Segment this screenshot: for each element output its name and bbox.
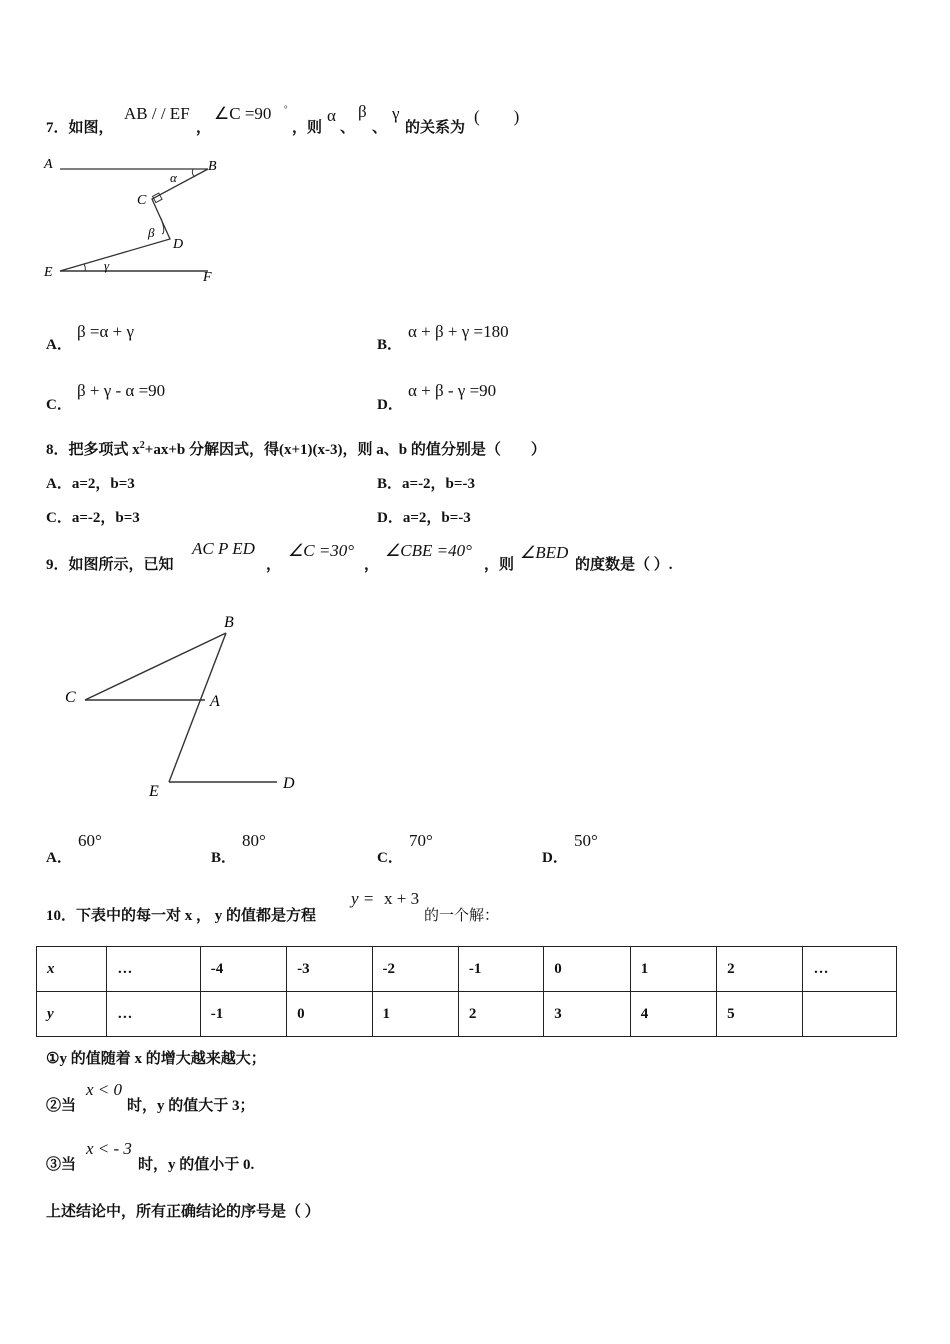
table-cell: 1 [630,947,716,992]
q8-option-a [46,472,135,493]
table-cell: -4 [200,947,286,992]
label-c: C [65,689,76,706]
table-cell: 2 [717,947,803,992]
q7-beta: β [358,102,367,121]
q8-stem [46,438,546,459]
q8-option-d-label: D． [377,510,403,526]
table-cell: 2 [458,992,543,1037]
q10-statement-2-pre: ②当 [46,1098,77,1114]
q7-option-b-expr: α + β + γ =180 [408,322,509,341]
q7-ask: 的关系为 [405,120,466,136]
q9-comma2: ， [364,557,380,573]
label-a: A [44,157,53,172]
q8-stem-pre: 8．把多项式 x [46,442,140,458]
q7-alpha: α [327,106,336,125]
q8-option-b [377,472,475,493]
q7-option-d-label: D． [377,397,403,413]
q7-option-c-expr: β + γ - α =90 [77,381,166,400]
table-row-y [37,992,897,1037]
label-f: F [203,270,212,285]
table-cell: 0 [287,992,372,1037]
q10-stem-post: 的一个解： [424,908,500,924]
q9-comma1: ， [266,557,282,573]
q8-exponent: 2 [139,440,145,451]
q7-sep2: 、 [372,120,388,136]
q9-option-d-label: D． [542,850,568,866]
q9-option-b-value: 80° [242,831,266,850]
q10-statement-2-cond: x < 0 [86,1080,123,1099]
table-cell: 5 [717,992,803,1037]
q7-parallel-condition: AB / / EF [124,104,190,123]
table-cell: -3 [287,947,372,992]
table-cell: y [37,992,107,1037]
q10-value-table [36,946,897,1037]
label-c: C [137,193,147,208]
q7-option-c-label: C． [46,397,72,413]
q7-sep1: 、 [340,120,356,136]
q9-parallel-condition: AC P ED [192,539,255,558]
q7-option-b-label: B． [377,337,403,353]
q9-stem-pre: 9．如图所示，已知 [46,557,174,573]
label-b: B [208,159,217,174]
label-gamma: γ [104,258,110,273]
q7-figure [40,150,230,290]
label-b: B [224,614,234,631]
table-cell: -1 [458,947,543,992]
table-cell: 1 [372,992,458,1037]
q10-statement-1: ①y 的值随着 x 的增大越来越大； [46,1051,266,1067]
q9-option-c-label: C． [377,850,403,866]
q9-option-c-value: 70° [409,831,433,850]
q9-figure [55,605,315,805]
q8-option-b-text: a=-2，b=-3 [402,476,475,492]
q8-stem-post: +ax+b 分解因式，得(x+1)(x-3)，则 a、b 的值分别是（ ） [144,442,546,458]
table-cell [803,992,897,1037]
q9-option-d-value: 50° [574,831,598,850]
q8-option-c [46,506,140,527]
q8-option-d-text: a=2，b=-3 [402,510,471,526]
q10-equation-rhs: x + 3 [384,889,420,908]
q9-option-a-label: A． [46,850,72,866]
q7-angle-condition: ∠C =90 [214,104,272,123]
table-cell: … [107,947,200,992]
beta-arc [161,218,164,234]
q10-statement-2-post: 时，y 的值大于 3； [127,1098,255,1114]
label-beta: β [148,225,155,240]
q8-option-c-text: a=-2，b=3 [71,510,140,526]
q8-option-b-label: B． [377,476,403,492]
q7-comma: ， [196,120,212,136]
table-row-x [37,947,897,992]
label-e: E [44,265,53,280]
q10-statement-3-cond: x < - 3 [86,1139,132,1158]
label-e: E [149,783,159,800]
q10-statement-3-pre: ③当 [46,1157,77,1173]
q10-statement-3-post: 时，y 的值小于 0. [138,1157,255,1173]
table-cell: -2 [372,947,458,992]
table-cell: 3 [544,992,630,1037]
q10-equation-lhs: y = [351,889,375,908]
label-a: A [210,693,220,710]
table-cell: … [107,992,200,1037]
q9-angle-cbe: ∠CBE =40° [385,541,472,560]
q7-then: ，则 [292,120,323,136]
q7-option-a-expr: β =α + γ [77,322,134,341]
q9-angle-c: ∠C =30° [288,541,355,560]
q9-angle-bed: ∠BED [520,543,569,562]
gamma-arc [84,264,85,271]
zigzag-bcde [60,169,208,271]
table-cell: 0 [544,947,630,992]
label-d: D [283,775,295,792]
q8-option-d [377,506,471,527]
q9-option-a-value: 60° [78,831,102,850]
q10-stem-pre: 10．下表中的每一对 x ， y 的值都是方程 [46,908,317,924]
q7-gamma: γ [392,104,400,123]
q7-degree-sign: ° [284,104,288,114]
label-alpha: α [170,170,177,185]
table-cell: … [803,947,897,992]
q7-number-intro: 7．如图， [46,120,114,136]
q8-option-a-text: a=2，b=3 [71,476,135,492]
q9-option-b-label: B． [211,850,237,866]
table-cell: -1 [200,992,286,1037]
label-d: D [173,237,184,252]
q9-then: ，则 [484,557,515,573]
q10-conclusion: 上述结论中，所有正确结论的序号是（ ） [46,1204,320,1220]
q9-ask: 的度数是（ ）. [575,557,673,573]
q8-option-c-label: C． [46,510,72,526]
q8-option-a-label: A． [46,476,72,492]
q7-option-a-label: A． [46,337,72,353]
table-cell: x [37,947,107,992]
q7-option-d-expr: α + β - γ =90 [408,381,497,400]
table-cell: 4 [630,992,716,1037]
q7-answer-paren: ( ) [474,107,520,126]
